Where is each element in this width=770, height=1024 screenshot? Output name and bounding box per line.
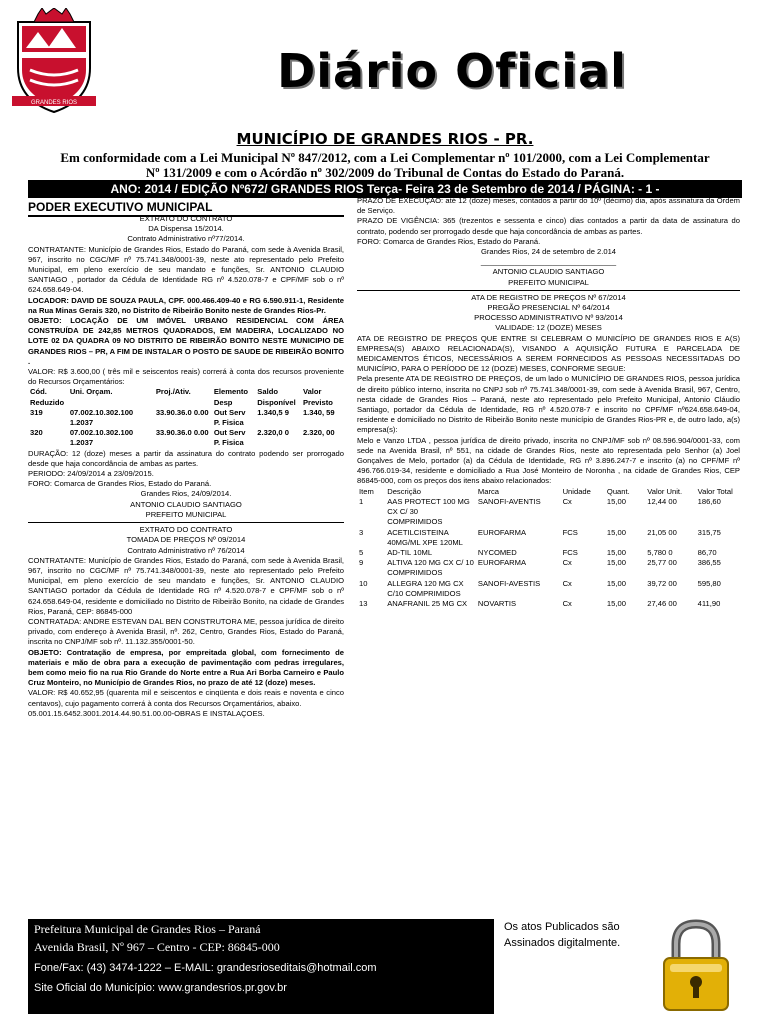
legal-basis-line: Nº 131/2009 e com o Acórdão nº 302/2009 do Tribunal de Contas do Estado do Paraná. — [145, 165, 625, 180]
prazo-execucao-text: PRAZO DE EXECUÇÃO: até 12 (doze) meses, contados a partir do 10º (décimo) dia, após assinatura da Ordem de Serviço. — [357, 196, 740, 216]
table-cell: EUROFARMA — [477, 558, 527, 568]
table-row — [357, 497, 740, 528]
table-header-cell: Elemento Desp — [213, 387, 249, 407]
table-cell: 15,00 — [606, 527, 626, 537]
crest-banner-text: GRANDES RIOS — [30, 100, 78, 106]
table-cell: 2.320,0 0 — [257, 428, 289, 438]
page-title: Diário Oficial — [277, 44, 627, 98]
right-column — [357, 196, 740, 609]
table-cell: 27,46 00 — [647, 598, 677, 608]
table-row — [357, 599, 740, 609]
table-cell: 13 — [359, 598, 368, 608]
table-header-cell: Valor Previsto — [302, 387, 333, 407]
contract-number: Contrato Administrativo nº77/2014. — [127, 234, 245, 244]
table-cell: NOVARTIS — [477, 598, 517, 608]
ata-heading: ATA DE REGISTRO DE PREÇOS Nº 67/2014 — [471, 292, 626, 302]
table-header-cell: Descrição — [387, 486, 421, 496]
table-row — [28, 408, 344, 428]
municipality-heading: MUNICÍPIO DE GRANDES RIOS - PR. — [236, 130, 534, 148]
table-row — [357, 579, 740, 599]
signature-line: ________________________________ — [480, 257, 617, 267]
valor-text: VALOR: R$ 40.652,95 (quarenta mil e seiscentos e cinqüenta e dois reais e noventa e cinco centavos), cujo pagamento correrá à conta dos Recursos Orçamentários, abaixo. — [28, 688, 344, 708]
signature-role: PREFEITO MUNICIPAL — [508, 277, 589, 287]
ata-subheading: PREGÃO PRESENCIAL Nº 64/2014 — [487, 303, 610, 313]
table-cell: Out Serv P. Fisica — [213, 407, 246, 428]
table-cell: ALTIVA 120 MG CX C/ 10 COMPRIMIDOS — [387, 558, 474, 578]
contract-subheading: TOMADA DE PREÇOS Nº 09/2014 — [126, 535, 246, 545]
signature-name: ANTONIO CLAUDIO SANTIAGO — [130, 499, 242, 509]
footer-contact-line: Fone/Fax: (43) 3474-1222 – E-MAIL: grandesrioseditais@hotmail.com — [34, 962, 377, 974]
table-cell: 15,00 — [606, 496, 626, 506]
table-cell: 320 — [30, 428, 43, 438]
ata-company-text: Melo e Vanzo LTDA , pessoa jurídica de direito privado, inscrita no CNPJ/MF sob nº 08.596.904/0001-33, com sede na Avenida Brasil, nº 551, na cidade de Grandes Rios, neste ato representada pelo Senhor (a) Joel Gonçalves de Melo, portador (a) da Cédula de Identidade, RG nº 3.896.247-7 e inscrito (a) no CPF/MF nº 496.766.019-34, residente e domiciliado a Rua José Monteiro de Noronha , na cidade de Grandes Rios, CEP 86845-000, com os preços dos itens abaixo relacionados: — [357, 435, 740, 486]
edition-bar: ANO: 2014 / EDIÇÃO Nº672/ GRANDES RIOS Terça- Feira 23 de Setembro de 2014 / PÁGINA: - 1 - — [28, 180, 742, 198]
table-header-cell: Unidade — [562, 486, 591, 496]
table-cell: SANOFI-AVESTIS — [477, 578, 541, 588]
table-cell: 9 — [359, 558, 364, 568]
foro-text: FORO: Comarca de Grandes Rios, Estado do Paraná. — [28, 479, 212, 489]
table-cell: FCS — [562, 527, 578, 537]
table-cell: 319 — [30, 407, 43, 417]
table-header-row — [28, 387, 344, 407]
footer-line: Prefeitura Municipal de Grandes Rios – Paraná — [34, 922, 261, 936]
table-cell: 21,05 00 — [647, 527, 677, 537]
contratante-text: CONTRATANTE: Município de Grandes Rios, Estado do Paraná, com sede à Avenida Brasil, 967, inscrito no CGC/MF nº 75.741.348/0001-39, neste ato representado pelo Prefeito Municipal, em pleno exercício de seu mandato e funções, Sr. ANTONIO CLAUDIO SANTIAGO , portador da Cédula de Identidade RG nº 4.520.078-7 e CPF/MF sob o nº 624.658.649-04. — [28, 244, 344, 295]
table-cell: AAS PROTECT 100 MG CX C/ 30 COMPRIMIDOS — [387, 496, 470, 527]
ata-intro-text: ATA DE REGISTRO DE PREÇOS QUE ENTRE SI CELEBRAM O MUNICÍPIO DE GRANDES RIOS E A(S) EMPRESA(S) ABAIXO RELACIONADA(S), VISANDO A AQUISIÇÃO FUTURA E PARCELADA DE MEDICAMENTOS ÉTICOS, NECESSÁRIOS A SEREM FORNECIDOS AS PESSOAS NECESSITADAS DO MUNICÍPIO, PARA O PERÍODO DE 12 (DOZE) MESES, CONFORME SEGUE: — [357, 333, 740, 374]
table-cell: Cx — [562, 558, 572, 568]
signature-name: ANTONIO CLAUDIO SANTIAGO — [492, 267, 605, 277]
table-cell: 07.002.10.302.100 1.2037 — [69, 428, 134, 448]
table-cell: 15,00 — [606, 558, 626, 568]
contratada-text: CONTRATADA: ANDRE ESTEVAN DAL BEN CONSTRUTORA ME, pessoa jurídica de direito privado, com endereço à Avenida Brasil, nº. 262, Centro, Grandes Rios, Estado do Paraná, inscrita no CNPJ/MF sob nº. 11.132.355/0001-50. — [28, 616, 344, 647]
digital-signature-note: Os atos Publicados são Assinados digitalmente. — [504, 921, 621, 949]
table-cell: AD-TIL 10ML — [387, 547, 433, 557]
divider — [357, 290, 740, 291]
footer-line: Avenida Brasil, Nº 967 – Centro - CEP: 86845-000 — [34, 940, 280, 954]
foro-text: FORO: Comarca de Grandes Rios, Estado do Paraná. — [357, 236, 541, 246]
table-cell: NYCOMED — [477, 547, 517, 557]
left-column — [28, 214, 344, 719]
table-cell: 10 — [359, 578, 368, 588]
items-table — [357, 487, 740, 609]
legal-basis-line: Em conformidade com a Lei Municipal Nº 847/2012, com a Lei Complementar nº 101/2000, com a Lei Complementar — [60, 150, 710, 165]
periodo-text: PERIODO: 24/09/2014 a 23/09/2015. — [28, 469, 154, 479]
signature-role: PREFEITO MUNICIPAL — [145, 509, 227, 519]
objeto-text: OBJETO: Contratação de empresa, por empreitada global, com fornecimento de materiais e mão de obra para a execução de pavimentação com pedras irregulares, bem como meio fio na rua Rio Grande do Norte entre a Rua Ari Borba Carneiro e Paulo Cruz Monteiro, no Município de Grandes Rios, no prazo de até 12 (doze) meses. — [28, 647, 344, 688]
table-cell: 1 — [359, 496, 364, 506]
table-header-cell: Valor Unit. — [647, 486, 683, 496]
footer-contact-box — [28, 919, 494, 1014]
date-text: Grandes Rios, 24/09/2014. — [140, 489, 232, 499]
table-header-cell: Marca — [477, 486, 500, 496]
divider — [28, 522, 344, 523]
ata-subheading: VALIDADE: 12 (DOZE) MESES — [495, 323, 602, 333]
date-text: Grandes Rios, 24 de setembro de 2.014 — [480, 247, 617, 257]
table-header-cell: Cód. Reduzido — [30, 387, 65, 407]
table-cell: Cx — [562, 496, 572, 506]
duracao-text: DURAÇÃO: 12 (doze) meses a partir da assinatura do contrato podendo ser prorrogado desde que haja concordância de ambas as partes. — [28, 448, 344, 468]
table-cell: 15,00 — [606, 598, 626, 608]
table-cell: 5,780 0 — [647, 547, 673, 557]
footer-website-line: Site Oficial do Município: www.grandesrios.pr.gov.br — [34, 982, 287, 994]
table-cell: 15,00 — [606, 547, 626, 557]
table-header-cell: Uni. Orçam. — [69, 387, 113, 397]
table-cell: 3 — [359, 527, 364, 537]
table-cell: Cx — [562, 578, 572, 588]
dotacao-text: 05.001.15.6452.3001.2014.44.90.51.00.00-OBRAS E INSTALAÇOES. — [28, 708, 265, 718]
table-cell: 595,80 — [697, 578, 721, 588]
table-cell: 25,77 00 — [647, 558, 677, 568]
table-cell: 12,44 00 — [647, 496, 677, 506]
table-header-cell: Valor Total — [697, 486, 733, 496]
contract-subheading: DA Dispensa 15/2014. — [148, 224, 224, 234]
table-cell: ACETILCISTEINA 40MG/ML XPE 120ML — [387, 527, 463, 547]
table-row — [28, 428, 344, 448]
valor-text: VALOR: R$ 3.600,00 ( três mil e seiscentos reais) correrá à conta dos recursos proveniente do Recursos Orçamentários: — [28, 367, 344, 387]
table-header-row — [357, 487, 740, 497]
table-cell: Cx — [562, 598, 572, 608]
table-cell: 2.320, 00 — [302, 428, 335, 438]
table-cell: 411,90 — [697, 598, 721, 608]
municipal-crest-icon — [8, 8, 100, 116]
table-cell: ALLEGRA 120 MG CX C/10 COMPRIMIDOS — [387, 578, 464, 598]
table-cell: EUROFARMA — [477, 527, 527, 537]
contract-heading: EXTRATO DO CONTRATO — [139, 214, 233, 223]
table-cell: 33.90.36.0 0.00 — [155, 428, 209, 438]
locador-text: LOCADOR: DAVID DE SOUZA PAULA, CPF. 000.466.409-40 e RG 6.590.911-1, Residente na Rua Minas Gerais 320, no Distrito de Ribeirão Bonito neste de Grandes Rios-Pr. — [28, 295, 344, 315]
table-cell: 33.90.36.0 0.00 — [155, 407, 209, 417]
table-cell: SANOFI-AVENTIS — [477, 496, 541, 506]
table-row — [357, 548, 740, 558]
table-cell: 07.002.10.302.100 1.2037 — [69, 407, 134, 428]
prazo-vigencia-text: PRAZO DE VIGÊNCIA: 365 (trezentos e sessenta e cinco) dias contados a partir da data de assinatura do contrato, podendo ser prorrogado desde que haja concordância de ambas as partes. — [357, 216, 740, 236]
table-row — [357, 558, 740, 578]
table-header-cell: Quant. — [606, 486, 630, 496]
contract-heading: EXTRATO DO CONTRATO — [139, 525, 233, 535]
table-cell: Out Serv P. Fisica — [213, 428, 246, 448]
table-cell: 1.340, 59 — [302, 407, 335, 417]
ata-subheading: PROCESSO ADMINISTRATIVO Nº 93/2014 — [474, 313, 623, 323]
objeto-text: OBJETO: LOCAÇÃO DE UM IMÓVEL URBANO RESIDENCIAL COM ÁREA CONSTRUÍDA DE 242,85 METROS QUADRADOS, EM MADEIRA, LOCALIZADO NO LOTE 02 DA QUADRA 09 NO DISTRITO DE RIBEIRÃO BONITO NESTE MUNICIPIO DE GRANDES RIOS – PR, A FIM DE INSTALAR O POSTO DE SAUDE DE RIBEIRÃO BONITO . — [28, 316, 344, 366]
table-cell: 315,75 — [697, 527, 721, 537]
table-header-cell: Proj./Ativ. — [155, 387, 191, 397]
section-heading: PODER EXECUTIVO MUNICIPAL — [28, 199, 344, 217]
table-cell: 5 — [359, 547, 364, 557]
table-cell: 39,72 00 — [647, 578, 677, 588]
table-header-cell: Item — [359, 486, 374, 496]
ata-body-text: Pela presente ATA DE REGISTRO DE PREÇOS, de um lado o MUNICÍPIO DE GRANDES RIOS, pessoa jurídica de direito público interno, inscrita no CNPJ sob nº 75.741.348/0001-39, com sede à Avenida Brasil, 967, Centro, nesta cidade de Grandes Rios – Paraná, neste ato representado pelo Prefeito Municipal, Antonio Cláudio Santiago, portador da Cédula de Identidade, RG nº 4.520.078-7 e inscrito no CPF/MF nº624.658.649-04, residente e domiciliado no Distrito de Ribeirão Bonito neste município de Grandes Rios-PR e, de outro lado, a(s) empresa(s): — [357, 374, 740, 435]
budget-table — [28, 387, 344, 448]
legal-basis-text — [30, 150, 740, 180]
padlock-icon — [656, 916, 736, 1014]
contract-number: Contrato Administrativo nº 76/2014 — [127, 545, 245, 555]
table-cell: 1.340,5 9 — [257, 407, 289, 417]
table-cell: 386,55 — [697, 558, 721, 568]
table-header-cell: Saldo Disponível — [257, 387, 296, 407]
table-cell: 186,60 — [697, 496, 721, 506]
table-cell: ANAFRANIL 25 MG CX — [387, 598, 468, 608]
table-row — [357, 528, 740, 548]
table-cell: 86,70 — [697, 547, 717, 557]
contratante-text: CONTRATANTE: Município de Grandes Rios, Estado do Paraná, com sede à Avenida Brasil, 967, inscrito no CGC/MF nº 75.741.348/0001-39, neste ato representado pelo Prefeito Municipal, em pleno exercício de seu mandato e funções, Sr. ANTONIO CLAUDIO SANTIAGO portador da Cédula de Identidade RG nº 4.520.078-7 e CPF/MF sob o nº 624.658.649-04, residente e domiciliado no Distrito de Ribeirão Bonito, na cidade de Grandes Rios, Paraná, CEP: 86845-000 — [28, 555, 344, 616]
table-cell: 15,00 — [606, 578, 626, 588]
table-cell: FCS — [562, 547, 578, 557]
